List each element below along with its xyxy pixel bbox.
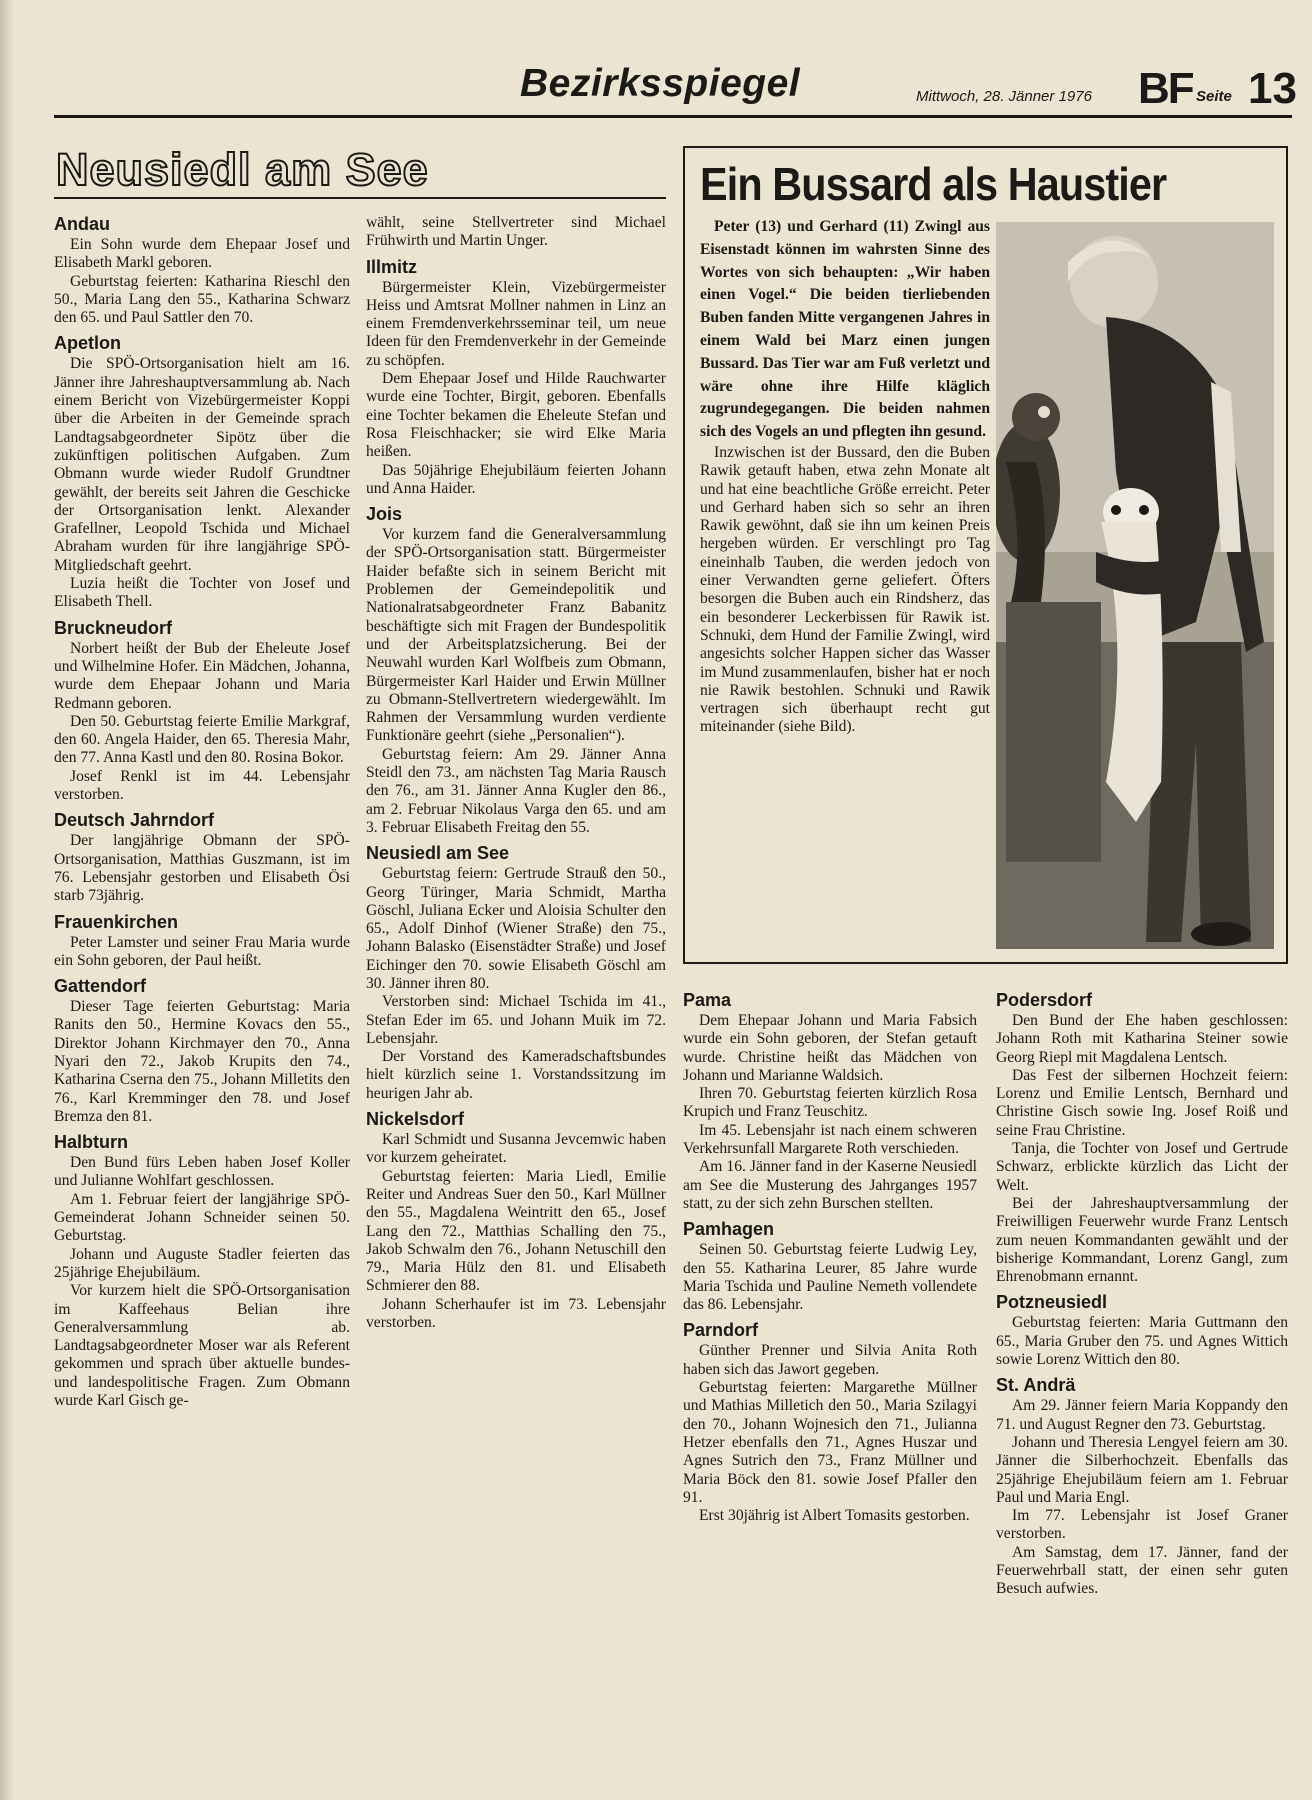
news-paragraph: Geburtstag feierten: Maria Guttmann den 65., Maria Gruber den 75. und Agnes Wittich sowie Lorenz Wittich den 80. — [996, 1314, 1288, 1369]
masthead-rule — [54, 115, 1292, 118]
news-paragraph: Am Samstag, dem 17. Jänner, fand der Feuerwehrball statt, der einen sehr guten Besuch aufwies. — [996, 1543, 1288, 1598]
feature-body: Inzwischen ist der Bussard, den die Buben Rawik getauft haben, etwa zehn Monate alt und hat eine beachtliche Größe erreicht. Peter und Gerhard haben sich so sehr an ihren Rawik gewöhnt, daß sie ihn um keinen Preis hergeben würden. Er verschlingt pro Tag eineinhalb Tauben, die werden jedoch von einer Verwandten gerne geliefert. Öfters besorgen die Buben auch ein Rindsherz, das ein besonderer Leckerbissen für Rawik ist. Schnuki, dem Hund der Familie Zwingl, wird angesichts solcher Happen sicher das Wasser im Mund zusammenlaufen, bisher hat er noch nie Rawik bestohlen. Schnuki und Rawik vertragen sich überhaupt recht gut miteinander (siehe Bild). — [700, 443, 990, 736]
feature-title: Ein Bussard als Haustier — [700, 158, 1167, 210]
place-heading: Podersdorf — [996, 990, 1093, 1010]
news-paragraph: Geburtstag feierten: Maria Liedl, Emilie Reiter und Andreas Suer den 50., Karl Müllner den 55., Magdalena Weintritt den 65., Josef Lang den 72., Matthias Schalling den 75., Jakob Schwalm den 76., Johann Netuschill den 79., Maria Hülz den 81. und Elisabeth Schmierer den 88. — [366, 1167, 666, 1295]
news-paragraph: Johann Scherhaufer ist im 73. Lebensjahr verstorben. — [366, 1295, 666, 1332]
news-paragraph: Verstorben sind: Michael Tschida im 41., Stefan Eder im 65. und Johann Muik im 72. Lebensjahr. — [366, 993, 666, 1047]
section-title: Neusiedl am See — [56, 144, 429, 195]
place-heading: Neusiedl am See — [366, 843, 510, 864]
masthead-page-number: 13 — [1248, 64, 1297, 113]
news-paragraph: Im 77. Lebensjahr ist Josef Graner verstorben. — [996, 1507, 1288, 1543]
news-paragraph: Am 1. Februar feiert der langjährige SPÖ-Gemeinderat Johann Schneider seinen 50. Geburtstag. — [54, 1190, 350, 1245]
news-paragraph: Bürgermeister Klein, Vizebürgermeister Heiss und Amtsrat Mollner nahmen in Linz an einem Fremdenverkehrsseminar teil, um neue Ideen für den Fremdenverkehr in der Gemeinde zu schöpfen. — [366, 278, 666, 369]
photo-boy-with-buzzard-and-dog — [996, 222, 1274, 949]
news-paragraph: Seinen 50. Geburtstag feierte Ludwig Ley, den 55. Katharina Leurer, 85 Jahre wurde Maria Tschida und Pauline Nemeth vollendete das 86. Lebensjahr. — [683, 1241, 977, 1314]
news-paragraph: Das 50jährige Ehejubiläum feierten Johann und Anna Haider. — [366, 461, 666, 497]
news-paragraph: Geburtstag feiern: Am 29. Jänner Anna Steidl den 73., am nächsten Tag Maria Rausch den 76., am 31. Jänner Anna Kugler den 86., am 2. Februar Nikolaus Varga den 65. und am 3. Februar Elisabeth Freitag den 55. — [366, 745, 666, 836]
news-paragraph: Norbert heißt der Bub der Eheleute Josef und Wilhelmine Hofer. Ein Mädchen, Johanna, wurde dem Ehepaar Johann und Maria Redmann geboren. — [54, 639, 350, 712]
place-heading: Nickelsdorf — [366, 1109, 465, 1130]
place-heading: Illmitz — [366, 256, 418, 277]
feature-lead: Peter (13) und Gerhard (11) Zwingl aus Eisenstadt können im wahrsten Sinne des Wortes von sich behaupten: „Wir haben einen Vogel.“ Die beiden tierliebenden Buben fanden Mitte vergangenen Jahres in einem Wald bei Marz einen jungen Bussard. Das Tier war am Fuß verletzt und wäre ohne ihre Hilfe kläglich zugrundegegangen. Die beiden nahmen sich des Vogels an und pflegten ihn gesund. — [700, 218, 990, 441]
news-paragraph: wählt, seine Stellvertreter sind Michael Frühwirth und Martin Unger. — [366, 214, 666, 250]
place-heading: Apetlon — [54, 333, 121, 354]
news-paragraph: Ihren 70. Geburtstag feierten kürzlich Rosa Krupich und Franz Teuschitz. — [683, 1085, 977, 1121]
news-paragraph: Johann und Theresia Lengyel feiern am 30. Jänner die Silberhochzeit. Ebenfalls das 25jährige Ehejubiläum feiern am 1. Februar Paul und Maria Engl. — [996, 1433, 1288, 1506]
masthead-logo: BF — [1138, 64, 1193, 113]
place-heading: Parndorf — [683, 1320, 759, 1341]
news-paragraph: Erst 30jährig ist Albert Tomasits gestorben. — [699, 1507, 970, 1525]
news-paragraph: Im 45. Lebensjahr ist nach einem schweren Verkehrsunfall Margarete Roth verschieden. — [683, 1121, 977, 1158]
news-paragraph: Der Vorstand des Kameradschaftsbundes hielt kürzlich seine 1. Vorstandssitzung im heurigen Jahr ab. — [366, 1048, 666, 1102]
place-heading: Halbturn — [54, 1132, 128, 1153]
news-paragraph: Josef Renkl ist im 44. Lebensjahr verstorben. — [54, 767, 350, 804]
news-paragraph: Günther Prenner und Silvia Anita Roth haben sich das Jawort gegeben. — [683, 1342, 977, 1378]
news-paragraph: Vor kurzem fand die Generalversammlung der SPÖ-Ortsorganisation statt. Bürgermeister Haider befaßte sich in seinem Bericht mit Problemen der Gemeindepolitik und Nationalratsabgeordneter Franz Babanitz beschäftigte sich mit Fragen der Bundespolitik und der Arbeitsplatzsicherung. Bei der Neuwahl wurden Karl Wolfbeis zum Obmann, Bürgermeister Karl Haider und Erwin Müllner zu Obmann-Stellvertretern wiedergewählt. Im Rahmen der Versammlung wurden verdiente Funktionäre geehrt (siehe „Personalien“). — [366, 526, 666, 745]
news-paragraph: Geburtstag feierten: Katharina Rieschl den 50., Maria Lang den 55., Katharina Schwarz den 65. und Paul Sattler den 70. — [54, 272, 350, 327]
section-rule — [54, 197, 666, 199]
news-paragraph: Den Bund der Ehe haben geschlossen: Johann Roth mit Katharina Steiner sowie Georg Riepl mit Magdalena Lentsch. — [996, 1012, 1288, 1066]
news-column-4 — [996, 990, 1288, 1599]
news-paragraph: Ein Sohn wurde dem Ehepaar Josef und Elisabeth Markl geboren. — [54, 236, 350, 272]
news-paragraph: Geburtstag feierten: Margarethe Müllner und Mathias Milletich den 50., Maria Szilagyi den 70., Johann Wojnesich den 71., Julianna Hetzer ebenfalls den 71., Agnes Huszar und Agnes Sutrich den 73., Franz Müllner und Maria Böck den 81. sowie Josef Pfaller den 91. — [683, 1379, 977, 1506]
masthead-section-title: Bezirksspiegel — [520, 62, 801, 105]
news-paragraph: Dieser Tage feierten Geburtstag: Maria Ranits den 50., Hermine Kovacs den 55., Direktor Johann Kirchmayer den 70., Anna Nyari den 72., Jakob Krupits den 74., Katharina Cserna den 75., Johann Milletits den 76., Karl Kremminger den 78. und Josef Bremza den 81. — [54, 998, 350, 1125]
news-paragraph: Vor kurzem hielt die SPÖ-Ortsorganisation im Kaffeehaus Belian ihre Generalversammlung ab. Landtagsabgeordneter Moser war als Referent gekommen und sprach über aktuelle bundes- und landespolitische Fragen. Zum Obmann wurde Karl Gisch ge- — [54, 1282, 350, 1410]
news-paragraph: Peter Lamster und seiner Frau Maria wurde ein Sohn geboren, der Paul heißt. — [54, 933, 350, 969]
news-paragraph: Luzia heißt die Tochter von Josef und Elisabeth Thell. — [54, 575, 350, 611]
news-paragraph: Der langjährige Obmann der SPÖ-Ortsorganisation, Matthias Guszmann, ist im 76. Lebensjahr gestorben und Elisabeth Ösi starb 73jährig. — [54, 832, 350, 905]
news-paragraph: Am 16. Jänner fand in der Kaserne Neusiedl am See die Musterung des Jahrganges 1957 statt, zu der sich zehn Burschen stellten. — [683, 1158, 977, 1212]
place-heading: Gattendorf — [54, 976, 146, 997]
news-paragraph: Die SPÖ-Ortsorganisation hielt am 16. Jänner ihre Jahreshauptversammlung ab. Nach einem Bericht von Vizebürgermeister Koppi über die Arbeiten in der Gemeinde sprach Landtagsabgeordneter Sipötz über die zukünftigen politischen Aufgaben. Zum Obmann wurde wieder Rudolf Grundtner gewählt, der bereits seit Jahren die Geschicke der Ortsorganisation lenkt. Alexander Grafellner, Leopold Tschida und Michael Abraham wurden für ihre langjährige SPÖ-Mitgliedschaft geehrt. — [54, 355, 350, 574]
news-paragraph: Johann und Auguste Stadler feierten das 25jährige Ehejubiläum. — [54, 1245, 350, 1281]
place-heading: Jois — [366, 504, 403, 525]
place-heading: Frauenkirchen — [54, 911, 179, 932]
news-paragraph: Am 29. Jänner feiern Maria Koppandy den 71. und August Regner den 73. Geburtstag. — [996, 1397, 1288, 1433]
news-paragraph: Den 50. Geburtstag feierte Emilie Markgraf, den 60. Angela Haider, den 65. Theresia Mahr, den 77. Anna Kastl und den 80. Rosina Bokor. — [54, 712, 350, 767]
place-heading: Pamhagen — [683, 1219, 775, 1240]
news-paragraph: Dem Ehepaar Josef und Hilde Rauchwarter wurde eine Tochter, Birgit, geboren. Ebenfalls eine Tochter bekamen die Eheleute Stefan und Rosa Fleischhacker; sie wird Elke Maria heißen. — [366, 370, 666, 461]
place-heading: Deutsch Jahrndorf — [54, 810, 215, 831]
news-column-2 — [366, 214, 666, 1332]
news-paragraph: Tanja, die Tochter von Josef und Gertrude Schwarz, erblickte kürzlich das Licht der Welt. — [996, 1140, 1288, 1194]
news-paragraph: Karl Schmidt und Susanna Jevcemwic haben vor kurzem geheiratet. — [366, 1131, 666, 1167]
feature-photo — [996, 222, 1274, 949]
place-heading: Bruckneudorf — [54, 617, 173, 638]
news-paragraph: Das Fest der silbernen Hochzeit feiern: Lorenz und Emilie Lentsch, Bernhard und Christine Gisch sowie Ing. Josef Roiß und seine Frau Christine. — [996, 1066, 1288, 1139]
place-heading: Andau — [54, 214, 110, 234]
news-column-3 — [683, 990, 977, 1525]
news-paragraph: Den Bund fürs Leben haben Josef Koller und Julianne Wohlfart geschlossen. — [54, 1154, 350, 1190]
page-gutter-shadow — [0, 0, 14, 1800]
feature-text — [700, 216, 990, 737]
news-column-1 — [54, 214, 350, 1410]
news-paragraph: Dem Ehepaar Johann und Maria Fabsich wurde ein Sohn geboren, der Stefan getauft wurde. Christine heißt das Mädchen von Johann und Marianne Waldsich. — [683, 1012, 977, 1084]
masthead-date: Mittwoch, 28. Jänner 1976 — [916, 88, 1092, 105]
place-heading: St. Andrä — [996, 1375, 1076, 1396]
news-paragraph: Geburtstag feiern: Gertrude Strauß den 50., Georg Türinger, Maria Schmidt, Martha Göschl, Juliana Ecker und Aloisia Schulter den 65., Adolf Dinhof (Wiener Straße) den 75., Johann Balasko (Eisenstädter Straße) und Josef Eichinger den 70. sowie Elisabeth Göschl am 30. Jänner ihren 80. — [366, 865, 666, 992]
place-heading: Potzneusiedl — [996, 1292, 1108, 1313]
place-heading: Pama — [683, 990, 732, 1010]
news-paragraph: Bei der Jahreshauptversammlung der Freiwilligen Feuerwehr wurde Franz Lentsch zum neuen Kommandanten gewählt und der bisherige Kommandant, Lorenz Gangl, zum Ehrenobmann ernannt. — [996, 1194, 1288, 1286]
masthead-page-label: Seite — [1196, 88, 1232, 105]
